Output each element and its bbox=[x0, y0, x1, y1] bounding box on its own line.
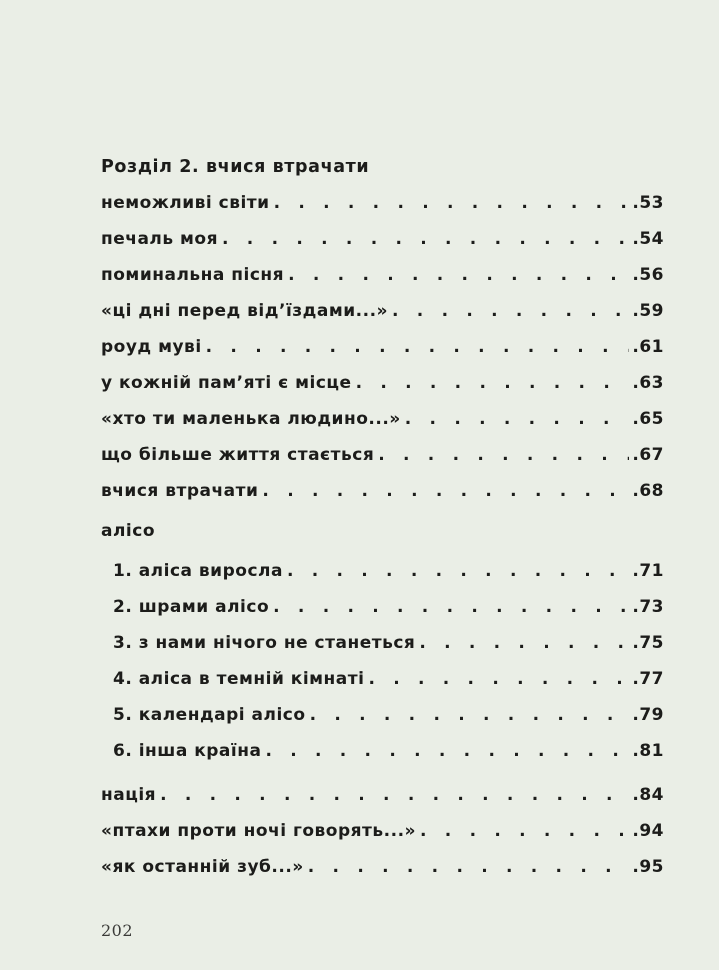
toc-entry-title: алісо bbox=[101, 521, 156, 541]
dot-leader bbox=[405, 409, 630, 429]
toc-section-heading bbox=[101, 521, 664, 547]
toc-subentry bbox=[113, 669, 664, 695]
toc-entry-title: «як останній зуб...» bbox=[101, 857, 304, 877]
toc-entry-page: .81 bbox=[632, 741, 664, 761]
toc-entry bbox=[101, 409, 664, 435]
dot-leader bbox=[288, 265, 629, 285]
dot-leader bbox=[310, 705, 630, 725]
dot-leader bbox=[206, 337, 630, 357]
toc-subentry bbox=[113, 561, 664, 587]
toc-entry-title: «хто ти маленька людино...» bbox=[101, 409, 401, 429]
toc-entry-title: «птахи проти ночі говорять...» bbox=[101, 821, 417, 841]
toc-entry-page: .68 bbox=[632, 481, 664, 501]
toc-entry-title: 2. шрами алісо bbox=[113, 597, 270, 617]
toc-entry-page: .73 bbox=[632, 597, 664, 617]
toc-entry-page: .95 bbox=[632, 857, 664, 877]
toc-entry-page: .67 bbox=[632, 445, 664, 465]
toc-entry-title: «ці дні перед від’їздами...» bbox=[101, 301, 389, 321]
toc-entry-title: печаль моя bbox=[101, 229, 219, 249]
dot-leader bbox=[378, 445, 629, 465]
toc-entry bbox=[101, 821, 664, 847]
toc-entry bbox=[101, 445, 664, 471]
dot-leader bbox=[392, 301, 629, 321]
chapter-heading: Розділ 2. вчися втрачати bbox=[101, 157, 370, 177]
toc-entry-title: у кожній пам’яті є місце bbox=[101, 373, 352, 393]
dot-leader bbox=[287, 561, 629, 581]
toc-entry bbox=[101, 785, 664, 811]
toc-entry-title: 3. з нами нічого не станеться bbox=[113, 633, 416, 653]
toc-subentry bbox=[113, 633, 664, 659]
dot-leader bbox=[419, 633, 629, 653]
dot-leader bbox=[274, 193, 630, 213]
dot-leader bbox=[222, 229, 629, 249]
dot-leader bbox=[160, 785, 629, 805]
toc-entry-page: .59 bbox=[632, 301, 664, 321]
toc-entry-page: .79 bbox=[632, 705, 664, 725]
toc-entry-title: неможливі світи bbox=[101, 193, 270, 213]
page-number: 202 bbox=[101, 921, 134, 940]
dot-leader bbox=[368, 669, 629, 689]
toc-entry-page: .77 bbox=[632, 669, 664, 689]
toc-entry-title: 5. календарі алісо bbox=[113, 705, 306, 725]
dot-leader bbox=[265, 741, 629, 761]
toc-entry-title: 1. аліса виросла bbox=[113, 561, 283, 581]
toc-entry-page: .94 bbox=[632, 821, 664, 841]
toc-entry-page: .61 bbox=[632, 337, 664, 357]
toc-entry bbox=[101, 337, 664, 363]
dot-leader bbox=[420, 821, 629, 841]
toc-subentry bbox=[113, 597, 664, 623]
dot-leader bbox=[356, 373, 630, 393]
dot-leader bbox=[262, 481, 629, 501]
dot-leader bbox=[273, 597, 629, 617]
toc-entry bbox=[101, 373, 664, 399]
toc-entry-page: .63 bbox=[632, 373, 664, 393]
toc-entry bbox=[101, 301, 664, 327]
toc-entry-title: поминальна пісня bbox=[101, 265, 285, 285]
toc-entry bbox=[101, 265, 664, 291]
toc-subentry bbox=[113, 741, 664, 767]
toc-entry bbox=[101, 229, 664, 255]
toc-entry bbox=[101, 857, 664, 883]
toc-entry-page: .56 bbox=[632, 265, 664, 285]
toc-subentry bbox=[113, 705, 664, 731]
toc-entry bbox=[101, 481, 664, 507]
toc-entry-page: .75 bbox=[632, 633, 664, 653]
toc-entry-title: 6. інша країна bbox=[113, 741, 262, 761]
toc-entry bbox=[101, 193, 664, 219]
toc-entry-page: .71 bbox=[632, 561, 664, 581]
toc-entry-title: 4. аліса в темній кімнаті bbox=[113, 669, 365, 689]
toc-entry-page: .65 bbox=[632, 409, 664, 429]
toc-entry-title: що більше життя стається bbox=[101, 445, 375, 465]
toc-entry-title: нація bbox=[101, 785, 157, 805]
dot-leader bbox=[308, 857, 630, 877]
toc-entry-page: .53 bbox=[632, 193, 664, 213]
toc-entry-title: роуд муві bbox=[101, 337, 202, 357]
toc-entry-title: вчися втрачати bbox=[101, 481, 259, 501]
toc-entry-page: .54 bbox=[632, 229, 664, 249]
toc-entry-page: .84 bbox=[632, 785, 664, 805]
